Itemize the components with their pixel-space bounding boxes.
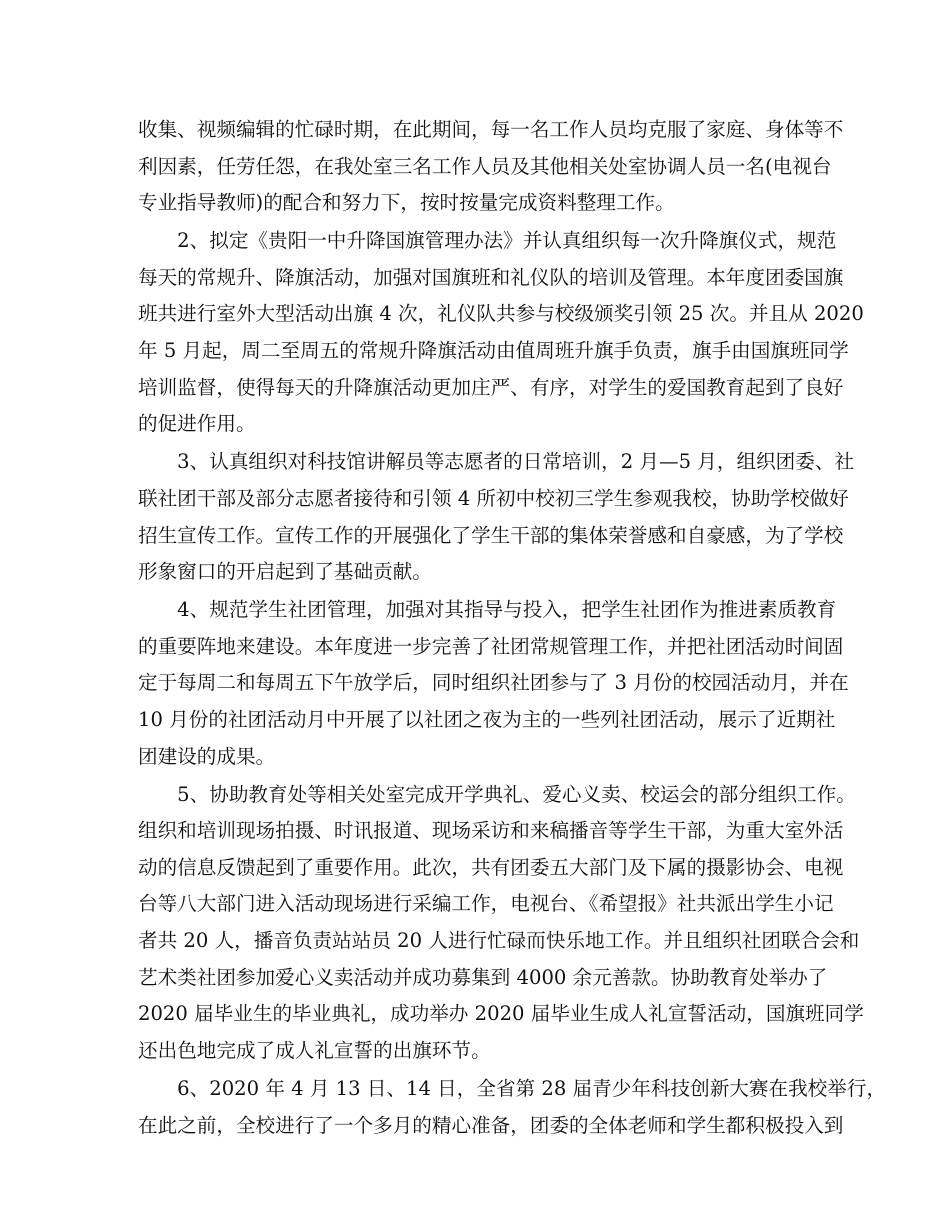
paragraph-2-start: 2、拟定《贵阳一中升降国旗管理办法》并认真组织每一次升降旗仪式，规范 [138,229,837,253]
text-line: 组织和培训现场拍摄、时讯报道、现场采访和来稿播音等学生干部，为重大室外活 [138,819,844,843]
paragraph-4-start: 4、规范学生社团管理，加强对其指导与投入，把学生社团作为推进素质教育 [138,598,837,622]
paragraph-5-start: 5、协助教育处等相关处室完成开学典礼、爱心义卖、校运会的部分组织工作。 [138,782,856,806]
text-line: 艺术类社团参加爱心义卖活动并成功募集到 4000 余元善款。协助教育处举办了 [138,965,828,989]
text-line: 在此之前，全校进行了一个多月的精心准备，团委的全体老师和学生都积极投入到 [138,1113,844,1137]
text-line: 2020 届毕业生的毕业典礼，成功举办 2020 届毕业生成人礼宣誓活动，国旗班同学 [138,1002,864,1026]
text-line: 招生宣传工作。宣传工作的开展强化了学生干部的集体荣誉感和自豪感，为了学校 [138,523,844,547]
text-line: 培训监督，使得每天的升降旗活动更加庄严、有序，对学生的爱国教育起到了良好 [138,375,844,399]
text-line: 还出色地完成了成人礼宣誓的出旗环节。 [138,1038,491,1062]
text-line: 10 月份的社团活动月中开展了以社团之夜为主的一些列社团活动，展示了近期社 [138,708,836,731]
paragraph-6-start: 6、2020 年 4 月 13 日、14 日，全省第 28 届青少年科技创新大赛在我校举行， [138,1076,887,1100]
text-line: 形象窗口的开启起到了基础贡献。 [138,560,432,584]
text-line: 收集、视频编辑的忙碌时期，在此期间，每一名工作人员均克服了家庭、身体等不 [138,118,844,141]
text-line: 每天的常规升、降旗活动，加强对国旗班和礼仪队的培训及管理。本年度团委国旗 [138,265,844,289]
text-line: 年 5 月起，周二至周五的常规升降旗活动由值周班升旗手负责，旗手由国旗班同学 [138,339,849,363]
text-line: 的促进作用。 [138,412,256,436]
text-line: 台等八大部门进入活动现场进行采编工作，电视台、《希望报》社共派出学生小记 [138,892,834,916]
text-line: 专业指导教师)的配合和努力下，按时按量完成资料整理工作。 [138,191,675,215]
text-line: 动的信息反馈起到了重要作用。此次，共有团委五大部门及下属的摄影协会、电视 [138,855,844,879]
text-line: 联社团干部及部分志愿者接待和引领 4 所初中校初三学生参观我校，协助学校做好 [138,486,849,510]
text-line: 的重要阵地来建设。本年度进一步完善了社团常规管理工作，并把社团活动时间固 [138,634,844,658]
text-line: 定于每周二和每周五下午放学后，同时组织社团参与了 3 月份的校园活动月，并在 [138,671,849,695]
text-line: 者共 20 人，播音负责站站员 20 人进行忙碌而快乐地工作。并且组织社团联合会和 [138,929,860,953]
text-line: 团建设的成果。 [138,744,276,768]
body-text [138,112,887,1144]
paragraph-3-start: 3、认真组织对科技馆讲解员等志愿者的日常培训，2 月—5 月，组织团委、社 [138,450,855,474]
text-line: 利因素，任劳任怨，在我处室三名工作人员及其他相关处室协调人员一名(电视台 [138,154,832,178]
text-line: 班共进行室外大型活动出旗 4 次，礼仪队共参与校级颁奖引领 25 次。并且从 2020 [138,302,864,326]
